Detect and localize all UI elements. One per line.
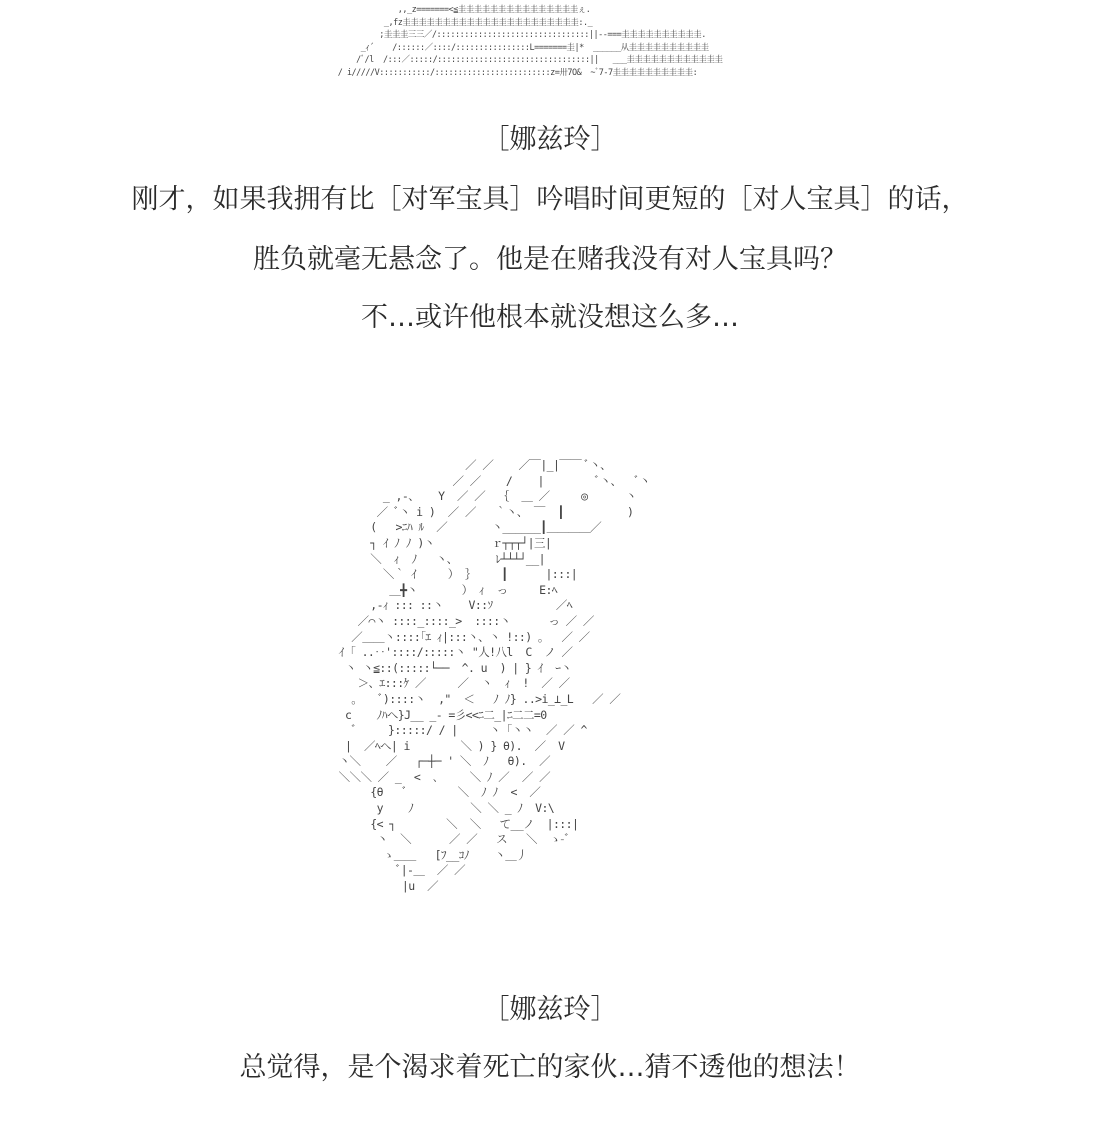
dialogue-line-2: 胜负就毫无悬念了。他是在赌我没有对人宝具吗？ bbox=[253, 244, 847, 275]
dialogue-line-4: 总觉得，是个渴求着死亡的家伙…猜不透他的想法！ bbox=[239, 1052, 861, 1083]
ascii-art-character: ／ ／ ／￣|_|￣￣ ﾞ丶、 ／ ／ / | ﾞ丶、 ﾞ丶 _ ,-、 Y ／ ／ ｛ ＿ ／ ◎ 丶 ／ ﾞ丶 i ) ／ ／ ｀丶、 ￣ ┃ ) ( >ﾆﾊ ﾙ ／ 丶______┃＿＿＿＿／ ┐ ｲ ﾉ ﾉ )丶 ｒ┬┬┬┘|三| ＼ ｨ ﾉ 丶、 ﾚ┴┴┴┘__| ＼｀ ｲ ） ｝ ┃ |:::| ＿╋丶 ） ｨ っ E:ﾍ ,-ｨ ::: ::丶 V::ｿ ／ﾍ ／⌒丶 ::::_::::_> ::::丶 っ ／ ／ ／＿＿丶::::｢ｴ ｨ|:::丶、丶 !::) 。 ／ ／ ｲ ｢ ..‥'::::/:::::丶 "人!八l C ノ ／ 丶 丶≦::(:::::└── ^. u ) | } ｲ ｰ丶 ＞、ｴ:::ｹ ／ ／ 丶 ｨ ! ／ ／ 。 ﾞ)::::丶 ," ＜ ﾉ ﾉ} ..>i_⊥_L ／ ／ c ﾉﾊへ}J__ _- =彡<<ﾆ二_|ﾆ二二=0 ﾞ }:::::/ / | 丶 ｢丶丶 ／ ／ ^ | ／ﾍへ| i ＼ ) } θ). ／ V 丶＼ ／ ┌─┼─ ' ＼ ﾉ θ). ／ ＼＼＼ ／ _ < ､ ＼ ﾉ ／ ／ ／ {θ ﾞ ＼ ﾉ ﾉ < ／ y ﾉ ＼ ＼ _ ﾉ V:\ {< ┐ ＼ ＼ て__ノ |:::| 丶 ＼ ／ ／ ス ＼ ゝ-ﾞ ゝ＿＿ [ﾌ__ｺﾉ 丶＿丿 ﾞ|-＿ ／ ／ |u ／ bbox=[338, 458, 651, 894]
speaker-name-2: ［娜兹玲］ bbox=[482, 994, 618, 1025]
dialogue-line-1: 刚才，如果我拥有比［对军宝具］吟唱时间更短的［对人宝具］的话， bbox=[131, 184, 969, 215]
speaker-name-1: ［娜兹玲］ bbox=[482, 124, 618, 155]
dialogue-line-3: 不…或许他根本就没想这么多… bbox=[361, 302, 739, 333]
ascii-art-banner: ,,_z=======<≦圭圭圭圭圭圭圭圭圭圭圭圭圭圭圭ぇ. _,fz圭圭圭圭圭圭圭圭圭圭圭圭圭圭圭圭圭圭圭圭圭圭:._ ;圭圭圭三三／/:::::::::::::::::::::::::::::::::||--===圭圭圭圭圭圭圭圭圭圭. _ｨ´ /::::::／::::/::::::::::::::::L=======圭|* ______从圭圭圭圭圭圭圭圭圭圭 /ﾞ/l /:::／:::::/:::::::::::::::::::::::::::::::::|| ___圭圭圭圭圭圭圭圭圭圭圭圭 / i/////V:::::::::::/:::::::::::::::::::::::::z=卅7O& ~ﾞ7-7圭圭圭圭圭圭圭圭圭圭: bbox=[337, 5, 723, 78]
